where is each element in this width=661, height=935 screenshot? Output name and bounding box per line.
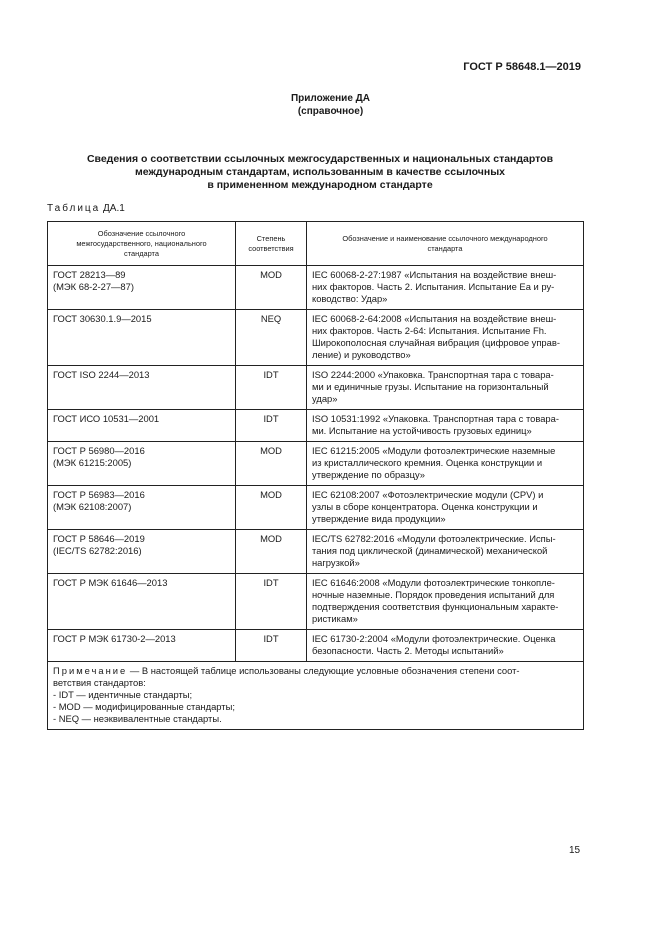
table-row	[48, 630, 584, 662]
table-note	[48, 662, 584, 730]
appendix-title: Приложение ДА	[290, 93, 371, 104]
heading-line: Сведения о соответствии ссылочных межгосударственных и национальных стандартов	[86, 153, 554, 165]
desc-cell: IEC 61646:2008 «Модули фотоэлектрические тонкопле- ночные наземные. Порядок проведения испытаний для подтверждения соответствия функциональным характе- ристикам»	[307, 574, 584, 630]
std-cell: ГОСТ Р 58646—2019 (IEC/TS 62782:2016)	[48, 530, 236, 574]
header-standard-designation: Обозначение ссылочного межгосударственного, национального стандарта	[48, 222, 236, 266]
table-caption-id: ДА.1	[103, 203, 125, 214]
header-degree: Степень соответствия	[236, 222, 307, 266]
table-caption-word: Таблица	[47, 203, 101, 214]
page-number: 15	[569, 845, 581, 856]
degree-cell: IDT	[236, 366, 307, 410]
std-cell: ГОСТ Р МЭК 61730-2—2013	[48, 630, 236, 662]
section-heading	[60, 153, 580, 192]
heading-line: в примененном международном стандарте	[207, 179, 433, 191]
table-row	[48, 366, 584, 410]
degree-cell: IDT	[236, 574, 307, 630]
table-row	[48, 574, 584, 630]
table-caption	[47, 203, 125, 214]
degree-cell: MOD	[236, 486, 307, 530]
note-item: - MOD — модифицированные стандарты;	[53, 701, 235, 712]
correspondence-table	[47, 221, 584, 730]
degree-cell: MOD	[236, 442, 307, 486]
heading-line: международным стандартам, использованным в качестве ссылочных	[134, 166, 505, 178]
std-cell: ГОСТ ИСО 10531—2001	[48, 410, 236, 442]
desc-cell: ISO 2244:2000 «Упаковка. Транспортная тара с товара- ми и единичные грузы. Испытание на горизонтальный удар»	[307, 366, 584, 410]
header-international-standard: Обозначение и наименование ссылочного международного стандарта	[307, 222, 584, 266]
note-text: — В настоящей таблице использованы следующие условные обозначения степени соот-	[127, 665, 520, 676]
degree-cell: IDT	[236, 410, 307, 442]
degree-cell: MOD	[236, 530, 307, 574]
desc-cell: IEC 60068-2-27:1987 «Испытания на воздействие внеш- них факторов. Часть 2. Испытания. Испытание Ea и ру- ководство: Удар»	[307, 266, 584, 310]
std-cell: ГОСТ Р 56983—2016 (МЭК 62108:2007)	[48, 486, 236, 530]
note-text: ветствия стандартов:	[53, 677, 146, 688]
table-row	[48, 310, 584, 366]
desc-cell: IEC 62108:2007 «Фотоэлектрические модули (CPV) и узлы в сборе концентратора. Оценка конструкции и утверждение вида продукции»	[307, 486, 584, 530]
desc-cell: IEC 61215:2005 «Модули фотоэлектрические наземные из кристаллического кремния. Оценка конструкции и утверждение по образцу»	[307, 442, 584, 486]
note-item: - IDT — идентичные стандарты;	[53, 689, 193, 700]
note-item: - NEQ — неэквивалентные стандарты.	[53, 713, 222, 724]
table-row	[48, 530, 584, 574]
note-label: Примечание	[53, 665, 128, 676]
table-note-row	[48, 662, 584, 730]
degree-cell: NEQ	[236, 310, 307, 366]
degree-cell: MOD	[236, 266, 307, 310]
std-cell: ГОСТ Р МЭК 61646—2013	[48, 574, 236, 630]
appendix-subtitle: (справочное)	[297, 106, 364, 117]
std-cell: ГОСТ ISO 2244—2013	[48, 366, 236, 410]
table-row	[48, 266, 584, 310]
table-row	[48, 486, 584, 530]
desc-cell: ISO 10531:1992 «Упаковка. Транспортная тара с товара- ми. Испытание на устойчивость грузовых единиц»	[307, 410, 584, 442]
std-cell: ГОСТ 28213—89 (МЭК 68-2-27—87)	[48, 266, 236, 310]
table-row	[48, 410, 584, 442]
table-row	[48, 442, 584, 486]
document-code: ГОСТ Р 58648.1—2019	[463, 61, 581, 73]
desc-cell: IEC 60068-2-64:2008 «Испытания на воздействие внеш- них факторов. Часть 2-64: Испытания. Испытание Fh. Широкополосная случайная вибрация (цифровое управ- ление) и руководство»	[307, 310, 584, 366]
std-cell: ГОСТ Р 56980—2016 (МЭК 61215:2005)	[48, 442, 236, 486]
degree-cell: IDT	[236, 630, 307, 662]
table-header-row	[48, 222, 584, 266]
desc-cell: IEC/TS 62782:2016 «Модули фотоэлектрические. Испы- тания под циклической (динамической) механической нагрузкой»	[307, 530, 584, 574]
std-cell: ГОСТ 30630.1.9—2015	[48, 310, 236, 366]
desc-cell: IEC 61730-2:2004 «Модули фотоэлектрические. Оценка безопасности. Часть 2. Методы испытаний»	[307, 630, 584, 662]
